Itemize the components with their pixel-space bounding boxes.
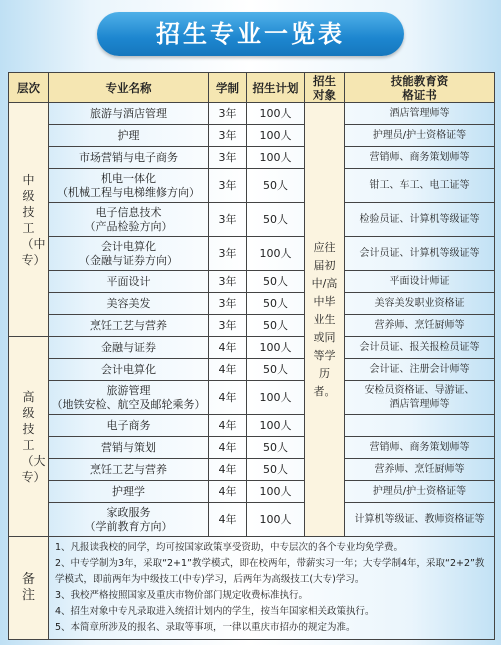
- table-body: [9, 103, 495, 640]
- note-item: 5、本简章所涉及的报名、录取等事项，一律以重庆市招办的规定为准。: [55, 622, 356, 633]
- major-name: 家政服务 （学前教育方向）: [49, 503, 209, 537]
- years-cell: 3年: [209, 293, 247, 315]
- cert-cell: 会计员证、报关报检员证等: [345, 337, 495, 359]
- col-header-target: 招生对象: [305, 73, 345, 103]
- col-header-cert: 技能教育资格证书: [345, 73, 495, 103]
- note-item: 2、中专学制为3年，采取“2+1”教学模式，即在校两年，带薪实习一年；大专学制4年，采取“2+2”教学模式，即前两年为中级技工(中专)学习，后两年为高级技工(大专)学习。: [55, 558, 485, 585]
- cert-cell: 护理员/护士资格证等: [345, 481, 495, 503]
- plan-cell: 100人: [247, 125, 305, 147]
- table-row: [9, 237, 495, 271]
- years-cell: 4年: [209, 459, 247, 481]
- major-name: 金融与证券: [49, 337, 209, 359]
- cert-cell: 营养师、烹饪厨师等: [345, 315, 495, 337]
- plan-cell: 100人: [247, 381, 305, 415]
- target-cell: [305, 103, 345, 537]
- plan-cell: 50人: [247, 437, 305, 459]
- table-row: [9, 359, 495, 381]
- table-row: [9, 169, 495, 203]
- plan-cell: 50人: [247, 315, 305, 337]
- table-row: [9, 481, 495, 503]
- years-cell: 3年: [209, 237, 247, 271]
- notes-cell: [49, 537, 495, 640]
- major-name: 烹饪工艺与营养: [49, 315, 209, 337]
- years-cell: 4年: [209, 481, 247, 503]
- major-name: 营销与策划: [49, 437, 209, 459]
- major-name: 烹饪工艺与营养: [49, 459, 209, 481]
- table-row: [9, 459, 495, 481]
- major-name: 旅游管理 （地铁安检、航空及邮轮乘务）: [49, 381, 209, 415]
- cert-cell: 检验员证、计算机等级证等: [345, 203, 495, 237]
- notes-row: [9, 537, 495, 640]
- target-text: 应往届初中/高中毕业生或同等学历者。: [311, 240, 338, 398]
- majors-table: [8, 72, 495, 640]
- major-name: 会计电算化: [49, 359, 209, 381]
- major-name: 护理学: [49, 481, 209, 503]
- cert-cell: 安检员资格证、导游证、 酒店管理师等: [345, 381, 495, 415]
- years-cell: 3年: [209, 147, 247, 169]
- note-item: 1、凡报读我校的同学，均可按国家政策享受资助，中专层次的各个专业均免学费。: [55, 542, 404, 553]
- col-header-level: 层次: [9, 73, 49, 103]
- cert-cell: 计算机等级证、教师资格证等: [345, 503, 495, 537]
- major-name: 电子商务: [49, 415, 209, 437]
- level-cell: [9, 103, 49, 337]
- cert-cell: 会计证、注册会计师等: [345, 359, 495, 381]
- cert-cell: 酒店管理师等: [345, 103, 495, 125]
- cert-cell: 美容美发职业资格证: [345, 293, 495, 315]
- table-row: [9, 503, 495, 537]
- cert-cell: [345, 415, 495, 437]
- major-name: 平面设计: [49, 271, 209, 293]
- table-row: [9, 381, 495, 415]
- plan-cell: 100人: [247, 237, 305, 271]
- level-label: 中级技工（中专）: [21, 172, 46, 267]
- plan-cell: 50人: [247, 359, 305, 381]
- years-cell: 4年: [209, 503, 247, 537]
- table-row: [9, 293, 495, 315]
- plan-cell: 50人: [247, 293, 305, 315]
- years-cell: 3年: [209, 125, 247, 147]
- table-row: [9, 415, 495, 437]
- years-cell: 4年: [209, 381, 247, 415]
- plan-cell: 100人: [247, 103, 305, 125]
- table-row: [9, 125, 495, 147]
- cert-cell: 营销师、商务策划师等: [345, 147, 495, 169]
- table-row: [9, 147, 495, 169]
- header-row: [9, 73, 495, 103]
- level-cell: [9, 337, 49, 537]
- page-title: 招生专业一览表: [97, 12, 404, 56]
- years-cell: 3年: [209, 203, 247, 237]
- major-name: 护理: [49, 125, 209, 147]
- notes-label-text: 备注: [21, 572, 35, 603]
- years-cell: 3年: [209, 103, 247, 125]
- years-cell: 3年: [209, 315, 247, 337]
- major-name: 电子信息技术 （产品检验方向）: [49, 203, 209, 237]
- plan-cell: 50人: [247, 203, 305, 237]
- plan-cell: 100人: [247, 481, 305, 503]
- cert-cell: 会计员证、计算机等级证等: [345, 237, 495, 271]
- major-name: 会计电算化 （金融与证券方向）: [49, 237, 209, 271]
- years-cell: 4年: [209, 437, 247, 459]
- note-item: 4、招生对象中专凡录取进入统招计划内的学生，按当年国家相关政策执行。: [55, 606, 375, 617]
- major-name: 美容美发: [49, 293, 209, 315]
- level-label: 高级技工（大专）: [21, 389, 46, 484]
- cert-cell: 平面设计师证: [345, 271, 495, 293]
- major-name: 机电一体化 （机械工程与电梯维修方向）: [49, 169, 209, 203]
- plan-cell: 50人: [247, 169, 305, 203]
- plan-cell: 100人: [247, 415, 305, 437]
- years-cell: 4年: [209, 415, 247, 437]
- cert-cell: 护理员/护士资格证等: [345, 125, 495, 147]
- cert-cell: 营养师、烹饪厨师等: [345, 459, 495, 481]
- cert-cell: 钳工、车工、电工证等: [345, 169, 495, 203]
- cert-cell: 营销师、商务策划师等: [345, 437, 495, 459]
- table-row: [9, 337, 495, 359]
- major-name: 市场营销与电子商务: [49, 147, 209, 169]
- years-cell: 3年: [209, 271, 247, 293]
- col-header-years: 学制: [209, 73, 247, 103]
- table-row: [9, 271, 495, 293]
- years-cell: 4年: [209, 359, 247, 381]
- table-row: [9, 203, 495, 237]
- plan-cell: 50人: [247, 271, 305, 293]
- col-header-major: 专业名称: [49, 73, 209, 103]
- major-name: 旅游与酒店管理: [49, 103, 209, 125]
- plan-cell: 100人: [247, 503, 305, 537]
- table-row: [9, 103, 495, 125]
- notes-label: [9, 537, 49, 640]
- table-row: [9, 315, 495, 337]
- note-item: 3、我校严格按照国家及重庆市物价部门规定收费标准执行。: [55, 590, 309, 601]
- plan-cell: 100人: [247, 337, 305, 359]
- plan-cell: 100人: [247, 147, 305, 169]
- plan-cell: 50人: [247, 459, 305, 481]
- years-cell: 3年: [209, 169, 247, 203]
- table-row: [9, 437, 495, 459]
- years-cell: 4年: [209, 337, 247, 359]
- col-header-plan: 招生计划: [247, 73, 305, 103]
